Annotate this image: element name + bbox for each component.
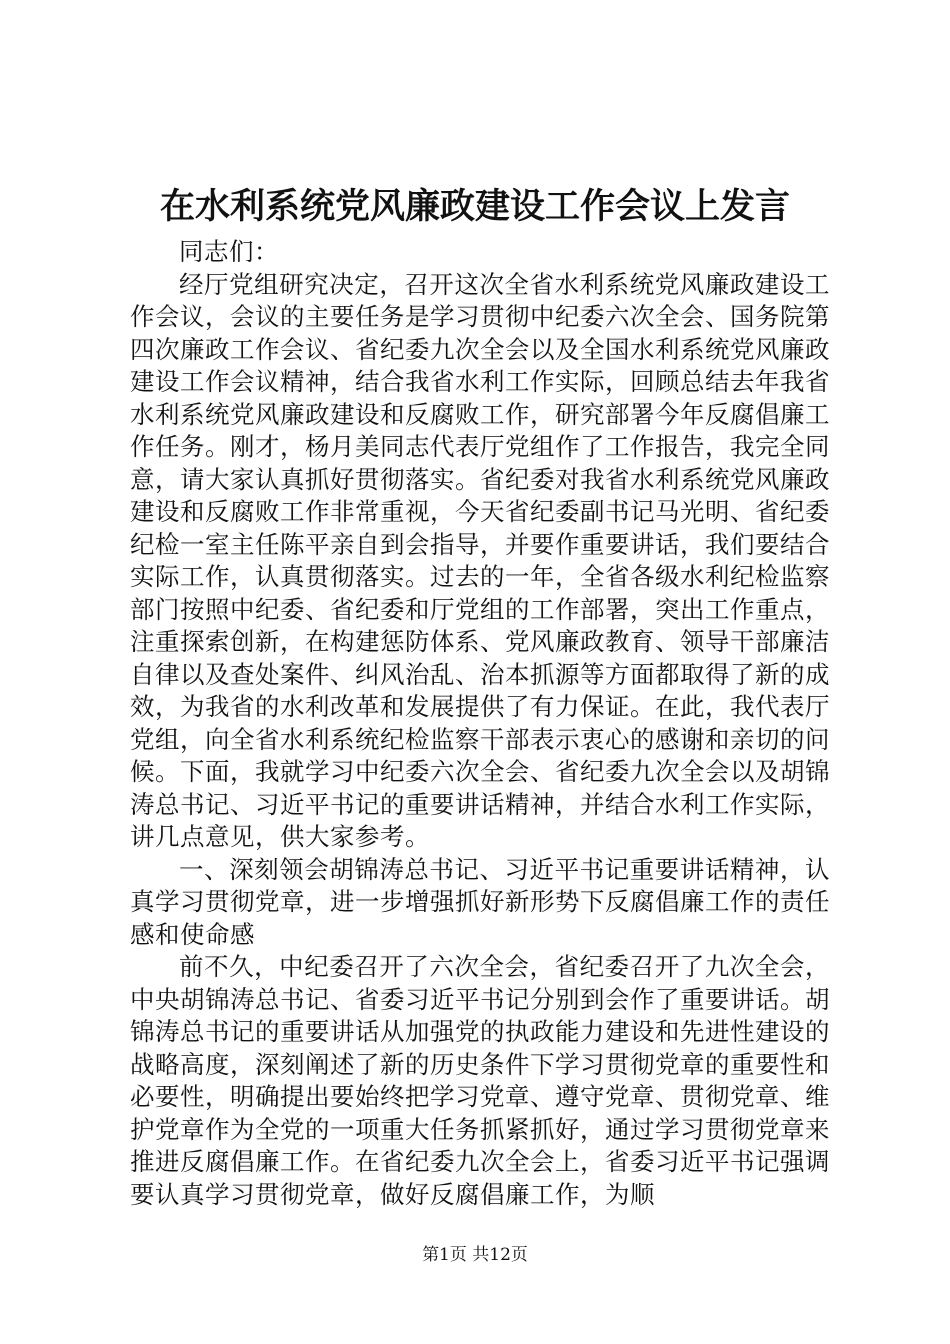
document-title: 在水利系统党风廉政建设工作会议上发言 — [159, 186, 790, 227]
salutation-paragraph: 同志们： — [179, 237, 279, 266]
document-body — [130, 236, 830, 1211]
page-number-footer: 第1页 共12页 — [422, 1245, 528, 1265]
intro-paragraph: 经厅党组研究决定，召开这次全省水利系统党风廉政建设工作会议，会议的主要任务是学习贯彻中纪委六次全会、国务院第四次廉政工作会议、省纪委九次全会以及全国水利系统党风廉政建设工作会议精神，结合我省水利工作实际，回顾总结去年我省水利系统党风廉政建设和反腐败工作，研究部署今年反腐倡廉工作任务。刚才，杨月美同志代表厅党组作了工作报告，我完全同意，请大家认真抓好贯彻落实。省纪委对我省水利系统党风廉政建设和反腐败工作非常重视，今天省纪委副书记马光明、省纪委纪检一室主任陈平亲自到会指导，并要作重要讲话，我们要结合实际工作，认真贯彻落实。过去的一年，全省各级水利纪检监察部门按照中纪委、省纪委和厅党组的工作部署，突出工作重点，注重探索创新，在构建惩防体系、党风廉政教育、领导干部廉洁自律以及查处案件、纠风治乱、治本抓源等方面都取得了新的成效，为我省的水利改革和发展提供了有力保证。在此，我代表厅党组，向全省水利系统纪检监察干部表示衷心的感谢和亲切的问候。下面，我就学习中纪委六次全会、省纪委九次全会以及胡锦涛总书记、习近平书记的重要讲话精神，并结合水利工作实际，讲几点意见，供大家参考。 — [130, 269, 830, 851]
section-1-paragraph: 前不久，中纪委召开了六次全会，省纪委召开了九次全会，中央胡锦涛总书记、省委习近平书记分别到会作了重要讲话。胡锦涛总书记的重要讲话从加强党的执政能力建设和先进性建设的战略高度，深刻阐述了新的历史条件下学习贯彻党章的重要性和必要性，明确提出要始终把学习党章、遵守党章、贯彻党章、维护党章作为全党的一项重大任务抓紧抓好，通过学习贯彻党章来推进反腐倡廉工作。在省纪委九次全会上，省委习近平书记强调要认真学习贯彻党章，做好反腐倡廉工作，为顺 — [130, 952, 830, 1209]
section-heading-1: 一、深刻领会胡锦涛总书记、习近平书记重要讲话精神，认真学习贯彻党章，进一步增强抓好新形势下反腐倡廉工作的责任感和使命感 — [130, 854, 830, 949]
